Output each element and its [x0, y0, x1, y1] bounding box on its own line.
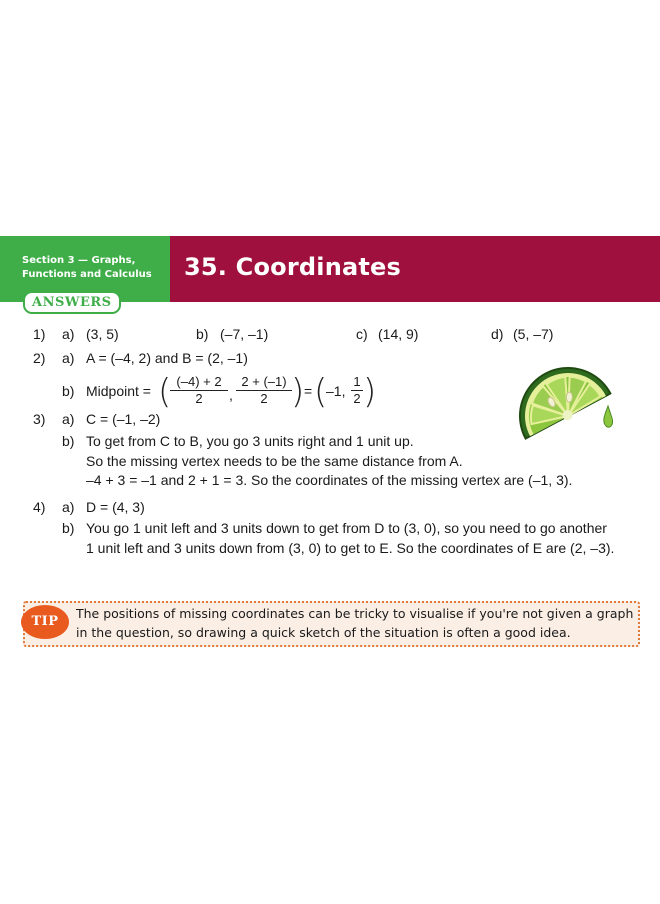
q3-a-answer: C = (–1, –2) — [86, 411, 161, 427]
q4-number: 4) — [33, 499, 46, 515]
q3-b-label: b) — [62, 433, 75, 449]
tip-line-1: The positions of missing coordinates can be tricky to visualise if you're not given a graph — [76, 606, 634, 621]
q1-b-answer: (–7, –1) — [220, 326, 269, 342]
fraction-y-midpoint — [236, 374, 292, 407]
fraction-half-denominator: 2 — [353, 391, 361, 406]
q1-d-label: d) — [491, 326, 504, 342]
q3-b-line-2: So the missing vertex needs to be the same distance from A. — [86, 453, 463, 469]
q1-c-label: c) — [356, 326, 368, 342]
fraction-x-numerator: (–4) + 2 — [170, 374, 228, 391]
answers-badge: ANSWERS — [23, 291, 121, 314]
tip-text — [76, 604, 633, 642]
q1-number: 1) — [33, 326, 46, 342]
q3-b-line-1: To get from C to B, you go 3 units right and 1 unit up. — [86, 433, 414, 449]
q1-b-label: b) — [196, 326, 209, 342]
q4-a-label: a) — [62, 499, 75, 515]
q3-number: 3) — [33, 411, 46, 427]
q1-d-answer: (5, –7) — [513, 326, 554, 342]
open-paren-result: ( — [314, 372, 328, 412]
q2-b-label: b) — [62, 383, 75, 399]
q2-a-answer: A = (–4, 2) and B = (2, –1) — [86, 350, 248, 366]
fraction-separator: , — [229, 387, 233, 403]
tip-badge: TIP — [21, 605, 69, 639]
open-paren-large: ( — [158, 372, 172, 412]
midpoint-result-x: –1, — [326, 383, 346, 399]
q3-b-line-3: –4 + 3 = –1 and 2 + 1 = 3. So the coordinates of the missing vertex are (–1, 3). — [86, 472, 573, 488]
section-line-1: Section 3 — Graphs, — [22, 255, 136, 266]
q1-a-answer: (3, 5) — [86, 326, 119, 342]
fraction-x-denominator: 2 — [195, 391, 203, 406]
q2-number: 2) — [33, 350, 46, 366]
fraction-half-numerator: 1 — [351, 374, 363, 391]
q2-midpoint-label: Midpoint = — [86, 383, 151, 399]
fraction-half — [351, 374, 363, 407]
section-line-2: Functions and Calculus — [22, 269, 152, 280]
q4-b-line-2: 1 unit left and 3 units down from (3, 0) to get to E. So the coordinates of E are (2, –3). — [86, 540, 615, 556]
midpoint-equals: = — [304, 383, 313, 399]
q1-a-label: a) — [62, 326, 75, 342]
page-title: 35. Coordinates — [184, 253, 402, 281]
tip-line-2: in the question, so drawing a quick sketch of the situation is often a good idea. — [76, 625, 571, 640]
q1-c-answer: (14, 9) — [378, 326, 419, 342]
section-label — [22, 254, 162, 282]
q2-a-label: a) — [62, 350, 75, 366]
close-paren-result: ) — [363, 372, 377, 412]
q4-b-label: b) — [62, 520, 75, 536]
q4-a-answer: D = (4, 3) — [86, 499, 145, 515]
lime-slice-icon — [512, 366, 624, 462]
close-paren-large: ) — [291, 372, 305, 412]
q4-b-line-1: You go 1 unit left and 3 units down to get from D to (3, 0), so you need to go another — [86, 520, 607, 536]
q3-a-label: a) — [62, 411, 75, 427]
fraction-y-numerator: 2 + (–1) — [236, 374, 292, 391]
fraction-x-midpoint — [170, 374, 228, 407]
fraction-y-denominator: 2 — [260, 391, 268, 406]
